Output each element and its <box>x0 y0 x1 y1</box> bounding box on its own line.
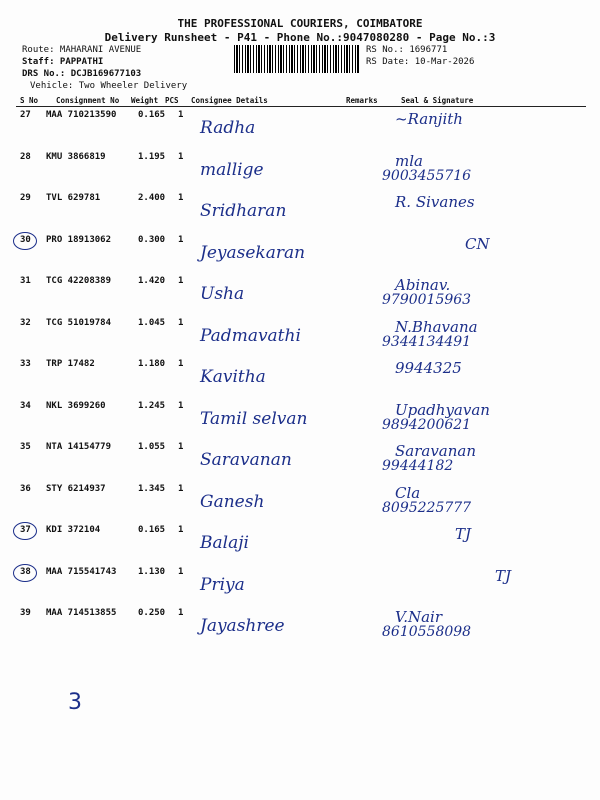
row-pcs: 1 <box>178 317 184 328</box>
route-label: Route: MAHARANI AVENUE <box>22 45 142 55</box>
row-weight: 1.420 <box>138 276 166 286</box>
row-pcs: 1 <box>178 276 184 286</box>
row-signature: TJ <box>495 566 512 585</box>
row-consignment-no: TCG 51019784 <box>46 317 112 328</box>
row-phone-handwritten: 99444182 <box>382 458 454 474</box>
row-weight: 1.130 <box>138 566 166 577</box>
row-consignment-no: NKL 3699260 <box>46 400 106 411</box>
row-pcs: 1 <box>178 110 184 120</box>
row-sno: 27 <box>20 110 31 120</box>
row-pcs: 1 <box>178 400 184 411</box>
row-signature: Abinav. <box>395 276 451 294</box>
runsheet-title: THE PROFESSIONAL COURIERS, COIMBATORE <box>177 17 423 30</box>
row-phone-handwritten: 8095225777 <box>382 499 472 516</box>
col-sno: S No <box>20 96 39 105</box>
row-consignment-no: TVL 629781 <box>46 193 101 203</box>
row-pcs: 1 <box>178 234 184 245</box>
row-signature: mla <box>395 151 423 170</box>
row-sno: 28 <box>20 151 31 162</box>
row-weight: 0.250 <box>138 608 166 618</box>
col-pcs: PCS <box>165 96 179 105</box>
row-signature: R. Sivanes <box>395 193 475 211</box>
row-weight: 1.195 <box>138 151 166 162</box>
row-consignment-no: MAA 715541743 <box>46 566 117 577</box>
row-consignment-no: NTA 14154779 <box>46 442 112 452</box>
row-weight: 1.245 <box>138 400 166 411</box>
row-consignee-handwritten: Usha <box>200 284 245 304</box>
row-weight: 0.165 <box>138 110 166 120</box>
row-consignee-handwritten: Jayashree <box>200 616 285 636</box>
row-signature: 9944325 <box>395 359 462 377</box>
row-signature: Cla <box>395 483 421 502</box>
col-remarks: Remarks <box>346 96 378 105</box>
runsheet-subtitle: Delivery Runsheet - P41 - Phone No.:9047080280 - Page No.:3 <box>104 31 496 44</box>
row-consignee-handwritten: mallige <box>200 159 264 180</box>
header-rule <box>16 106 586 107</box>
row-phone-handwritten: 8610558098 <box>382 624 472 640</box>
row-signature: CN <box>465 234 490 253</box>
row-phone-handwritten: 9344134491 <box>382 333 472 350</box>
row-weight: 0.300 <box>138 234 166 245</box>
col-consignee: Consignee Details <box>191 96 268 105</box>
row-consignee-handwritten: Kavitha <box>200 367 266 387</box>
row-consignee-handwritten: Tamil selvan <box>200 408 308 429</box>
vehicle-label: Vehicle: Two Wheeler Delivery <box>30 81 188 91</box>
page-mark: 3 <box>68 690 82 715</box>
row-pcs: 1 <box>178 608 184 618</box>
row-consignee-handwritten: Ganesh <box>200 491 265 512</box>
row-consignee-handwritten: Radha <box>200 118 256 138</box>
rs-number: RS No.: 1696771 <box>366 45 448 55</box>
row-consignment-no: TCG 42208389 <box>46 276 112 286</box>
row-sno: 38 <box>20 566 31 577</box>
row-consignment-no: STY 6214937 <box>46 483 106 494</box>
row-signature: N.Bhavana <box>395 317 478 336</box>
row-consignee-handwritten: Jeyasekaran <box>200 242 306 263</box>
row-sno: 32 <box>20 317 31 328</box>
row-signature: V.Nair <box>395 608 443 626</box>
row-consignee-handwritten: Sridharan <box>200 201 287 221</box>
row-circle-mark <box>13 564 37 582</box>
row-consignment-no: MAA 714513855 <box>46 608 117 618</box>
row-pcs: 1 <box>178 483 184 494</box>
row-consignment-no: KDI 372104 <box>46 525 101 535</box>
row-phone-handwritten: 9894200621 <box>382 416 472 433</box>
row-pcs: 1 <box>178 151 184 162</box>
col-seal: Seal & Signature <box>401 96 474 105</box>
row-weight: 1.045 <box>138 317 166 328</box>
row-sno: 36 <box>20 483 31 494</box>
staff-label: Staff: PAPPATHI <box>22 57 104 67</box>
row-weight: 1.345 <box>138 483 166 494</box>
col-consignment: Consignment No <box>56 96 120 105</box>
row-weight: 0.165 <box>138 525 166 535</box>
row-sno: 34 <box>20 400 31 411</box>
rs-date: RS Date: 10-Mar-2026 <box>366 57 475 67</box>
row-sno: 39 <box>20 608 31 618</box>
row-consignment-no: PRO 18913062 <box>46 234 112 245</box>
row-signature: Upadhyavan <box>395 400 490 419</box>
row-sno: 30 <box>20 234 31 245</box>
row-sno: 31 <box>20 276 31 286</box>
row-consignee-handwritten: Padmavathi <box>200 325 301 346</box>
row-weight: 1.055 <box>138 442 166 452</box>
col-weight: Weight <box>131 96 159 105</box>
row-consignment-no: KMU 3866819 <box>46 151 106 162</box>
row-sno: 29 <box>20 193 31 203</box>
drs-label: DRS No.: DCJB169677103 <box>22 69 142 79</box>
row-signature: ~Ranjith <box>395 110 463 128</box>
row-consignee-handwritten: Priya <box>200 574 245 595</box>
row-consignment-no: MAA 710213590 <box>46 110 117 120</box>
row-consignment-no: TRP 17482 <box>46 359 95 369</box>
row-weight: 2.400 <box>138 193 166 203</box>
row-weight: 1.180 <box>138 359 166 369</box>
row-pcs: 1 <box>178 442 184 452</box>
barcode <box>234 45 360 73</box>
row-circle-mark <box>13 522 37 540</box>
row-consignee-handwritten: Balaji <box>200 533 249 553</box>
row-signature: TJ <box>455 525 472 543</box>
row-pcs: 1 <box>178 193 184 203</box>
row-pcs: 1 <box>178 359 184 369</box>
row-circle-mark <box>13 232 37 250</box>
row-sno: 33 <box>20 359 31 369</box>
row-consignee-handwritten: Saravanan <box>200 450 292 470</box>
row-phone-handwritten: 9003455716 <box>382 167 472 184</box>
row-sno: 35 <box>20 442 31 452</box>
row-pcs: 1 <box>178 525 184 535</box>
row-phone-handwritten: 9790015963 <box>382 292 472 308</box>
row-pcs: 1 <box>178 566 184 577</box>
row-sno: 37 <box>20 525 31 535</box>
row-signature: Saravanan <box>395 442 477 460</box>
